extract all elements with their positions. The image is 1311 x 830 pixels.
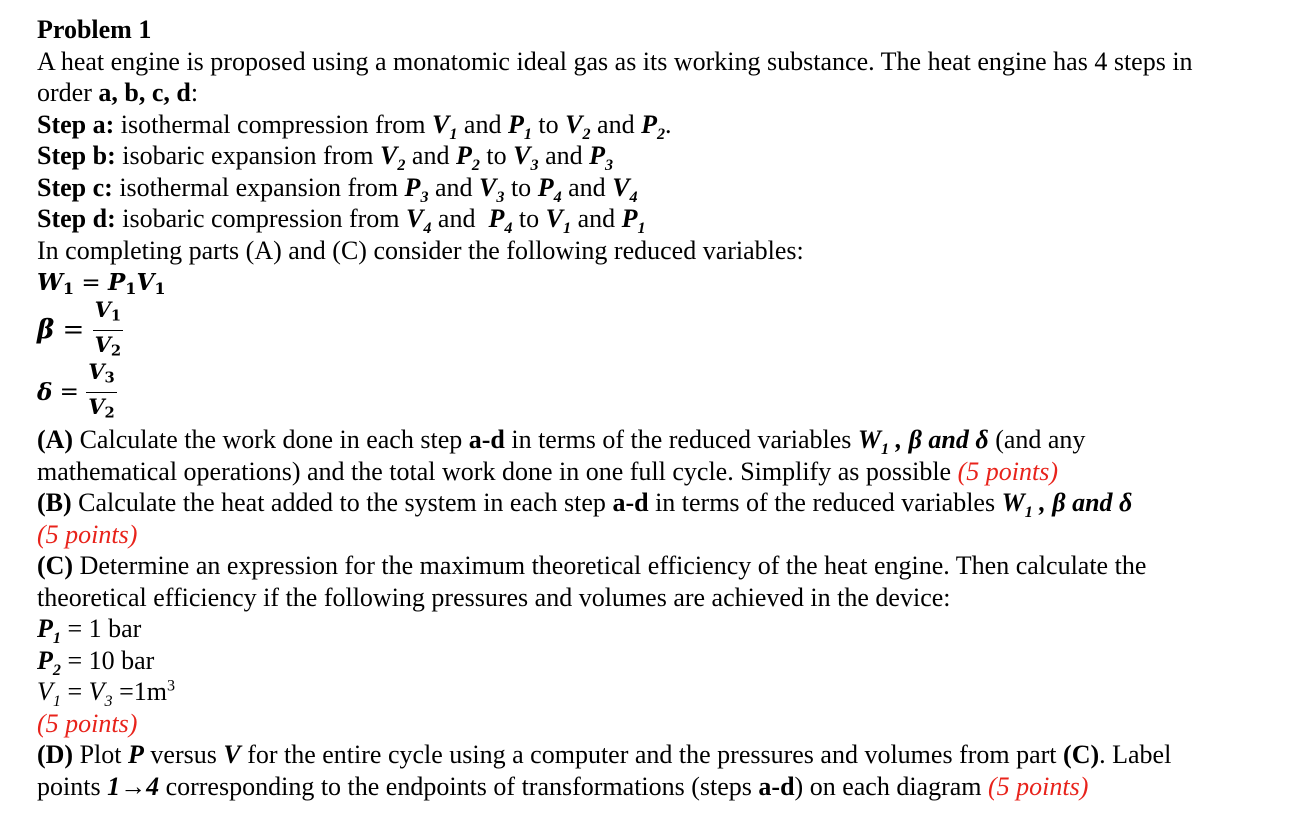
- given-value: = 10 bar: [60, 645, 155, 675]
- step-label: Step a:: [37, 109, 115, 139]
- eq-sub: 2: [104, 404, 115, 422]
- step-text: to: [512, 204, 546, 233]
- part-text: . Label: [1099, 740, 1172, 769]
- var: P: [589, 141, 605, 170]
- part-vars: , β and δ: [1032, 488, 1133, 517]
- part-b-line-1: [37, 487, 1297, 522]
- beta-fraction: [93, 297, 124, 365]
- points-label: (5 points): [37, 708, 138, 738]
- eq-var: V: [94, 331, 111, 357]
- var: P: [641, 109, 657, 139]
- var-sub: 3: [104, 693, 113, 711]
- step-label: Step b:: [37, 141, 116, 170]
- var: V: [565, 109, 583, 139]
- step-text: isobaric expansion from: [115, 141, 381, 170]
- step-c: [37, 172, 1297, 204]
- var: P: [621, 204, 638, 233]
- var: V: [380, 141, 398, 170]
- problem-document: [37, 14, 1297, 802]
- var: P: [128, 740, 144, 769]
- eq-sub: 3: [104, 369, 115, 387]
- intro-colon: :: [190, 78, 199, 107]
- var-sub: 3: [420, 188, 429, 206]
- eq-sign: =: [54, 315, 93, 346]
- var-sub: 3: [530, 157, 539, 175]
- part-text: corresponding to the endpoints of transformations (steps: [159, 771, 759, 801]
- part-steps: a-d: [758, 771, 795, 801]
- var-sub: 1: [881, 441, 890, 459]
- intro-text: order: [37, 78, 99, 107]
- var-sub: 1: [563, 220, 572, 238]
- var-sub: 1: [637, 220, 646, 238]
- var: W: [1001, 488, 1025, 517]
- step-text: isobaric compression from: [115, 204, 407, 233]
- var: V: [432, 109, 450, 139]
- step-text: and: [590, 109, 642, 139]
- var-sub: 1: [449, 125, 458, 143]
- fraction-denominator: [86, 393, 117, 428]
- step-text: to: [504, 172, 538, 202]
- step-text: and: [431, 204, 489, 233]
- eq-sub: 2: [110, 342, 122, 360]
- problem-title: Problem 1: [37, 15, 152, 44]
- points-label: (5 points): [957, 456, 1058, 486]
- step-d: [37, 203, 1297, 238]
- eq-var: V: [88, 393, 105, 419]
- step-label: Step c:: [37, 172, 113, 202]
- equation-delta: [37, 358, 1297, 424]
- part-c-line-1: [37, 550, 1297, 582]
- given-volumes: [37, 676, 1297, 711]
- var: V: [612, 172, 630, 202]
- eq-sign: =: [74, 270, 108, 296]
- var-sub: 4: [553, 188, 562, 206]
- part-text: Calculate the work done in each step: [73, 425, 469, 454]
- var: P: [37, 614, 53, 643]
- intro-steps: a, b, c, d: [98, 78, 191, 107]
- var-sub: 4: [423, 220, 432, 238]
- points-label: (5 points): [37, 519, 138, 549]
- part-c-points: [37, 708, 1297, 740]
- var-sub: 4: [504, 220, 513, 238]
- step-text: and: [457, 109, 508, 139]
- part-a-line-1: [37, 424, 1297, 459]
- part-label: (D): [37, 740, 74, 769]
- part-b-line-2: [37, 519, 1297, 551]
- var: V: [37, 677, 53, 706]
- delta-symbol: δ: [37, 379, 53, 407]
- part-steps: a-d: [612, 488, 649, 517]
- step-b: [37, 140, 1297, 175]
- part-ref: (C): [1063, 740, 1100, 769]
- var: V: [88, 677, 105, 706]
- var-sub: 2: [582, 125, 591, 143]
- step-text: and: [571, 204, 622, 233]
- eq-sign: =: [52, 379, 87, 406]
- var-sub: 2: [656, 125, 666, 143]
- intro-line-2: [37, 77, 1297, 109]
- step-text: to: [531, 109, 566, 139]
- part-text: versus: [143, 740, 224, 769]
- step-text: and: [428, 172, 480, 202]
- eq-var: P: [107, 269, 126, 296]
- points-label: (5 points): [988, 771, 1089, 801]
- part-text: in terms of the reduced variables: [648, 488, 1002, 517]
- part-label: (A): [37, 425, 74, 454]
- given-p1: [37, 613, 1297, 648]
- var: V: [513, 141, 531, 170]
- fraction-numerator: [93, 297, 124, 331]
- part-text: Determine an expression for the maximum theoretical efficiency of the heat engine. Then calculate the: [73, 551, 1147, 580]
- eq-var: V: [94, 296, 111, 322]
- fraction-numerator: [86, 359, 117, 393]
- var-sub: 2: [52, 661, 61, 679]
- part-text: Calculate the heat added to the system in each step: [71, 488, 613, 517]
- beta-symbol: β: [37, 315, 55, 346]
- part-text: ) on each diagram: [794, 771, 989, 801]
- var: P: [488, 204, 505, 233]
- var: V: [545, 204, 563, 233]
- delta-fraction: [86, 359, 117, 427]
- step-text: and: [405, 141, 456, 170]
- var: P: [37, 645, 53, 675]
- given-value: = 1 bar: [60, 614, 142, 643]
- var-sub: 3: [496, 188, 505, 206]
- part-a-line-2: [37, 456, 1297, 488]
- step-text: and: [538, 141, 590, 170]
- given-eq: =: [60, 677, 89, 706]
- step-end: .: [665, 109, 672, 139]
- given-value: =1m: [112, 677, 167, 706]
- part-text: points: [37, 771, 108, 801]
- part-d-line-2: [37, 771, 1297, 803]
- var: W: [857, 425, 882, 454]
- var: V: [479, 172, 497, 202]
- part-c-line-2: theoretical efficiency if the following pressures and volumes are achieved in the device:: [37, 582, 951, 612]
- point-range: 1→4: [107, 771, 160, 801]
- intro-line-1: A heat engine is proposed using a monatomic ideal gas as its working substance. The heat engine has 4 steps in: [37, 46, 1193, 76]
- var-sub: 1: [52, 693, 61, 711]
- var: P: [404, 172, 421, 202]
- eq-var: V: [136, 269, 155, 296]
- step-text: and: [561, 172, 613, 202]
- step-text: isothermal compression from: [114, 109, 432, 139]
- step-label: Step d:: [37, 204, 116, 233]
- var-sub: 2: [471, 157, 480, 175]
- eq-sub: 1: [62, 279, 75, 299]
- var-sub: 2: [397, 157, 406, 175]
- var: V: [223, 740, 241, 769]
- part-text: in terms of the reduced variables: [504, 425, 858, 454]
- var: V: [406, 204, 424, 233]
- part-text: for the entire cycle using a computer and the pressures and volumes from part: [240, 740, 1064, 769]
- part-label: (C): [37, 551, 74, 580]
- reduced-variables-intro: In completing parts (A) and (C) consider the following reduced variables:: [37, 235, 804, 265]
- part-text: Plot: [73, 740, 129, 769]
- part-text: mathematical operations) and the total work done in one full cycle. Simplify as possible: [37, 456, 958, 486]
- step-a: [37, 109, 1297, 141]
- equation-w1: [37, 266, 1297, 300]
- part-d-line-1: [37, 739, 1297, 771]
- unit-exponent: 3: [166, 677, 176, 695]
- eq-lhs: W: [37, 269, 63, 296]
- var-sub: 4: [629, 188, 638, 206]
- var: P: [537, 172, 554, 202]
- part-steps: a-d: [468, 425, 505, 454]
- step-text: to: [479, 141, 514, 170]
- eq-var: V: [88, 358, 105, 384]
- eq-sub: 1: [125, 279, 137, 299]
- var-sub: 1: [1024, 504, 1033, 522]
- equation-beta: [37, 296, 1297, 362]
- var: P: [455, 141, 472, 170]
- part-label: (B): [37, 488, 72, 517]
- part-vars: , β and δ: [889, 425, 989, 454]
- var: P: [507, 109, 524, 139]
- step-text: isothermal expansion from: [112, 172, 405, 202]
- var-sub: 1: [52, 630, 61, 648]
- eq-sub: 1: [110, 307, 122, 325]
- var-sub: 3: [605, 157, 614, 175]
- given-p2: [37, 645, 1297, 677]
- part-text: (and any: [988, 425, 1086, 454]
- var-sub: 1: [523, 125, 532, 143]
- eq-sub: 1: [154, 279, 166, 299]
